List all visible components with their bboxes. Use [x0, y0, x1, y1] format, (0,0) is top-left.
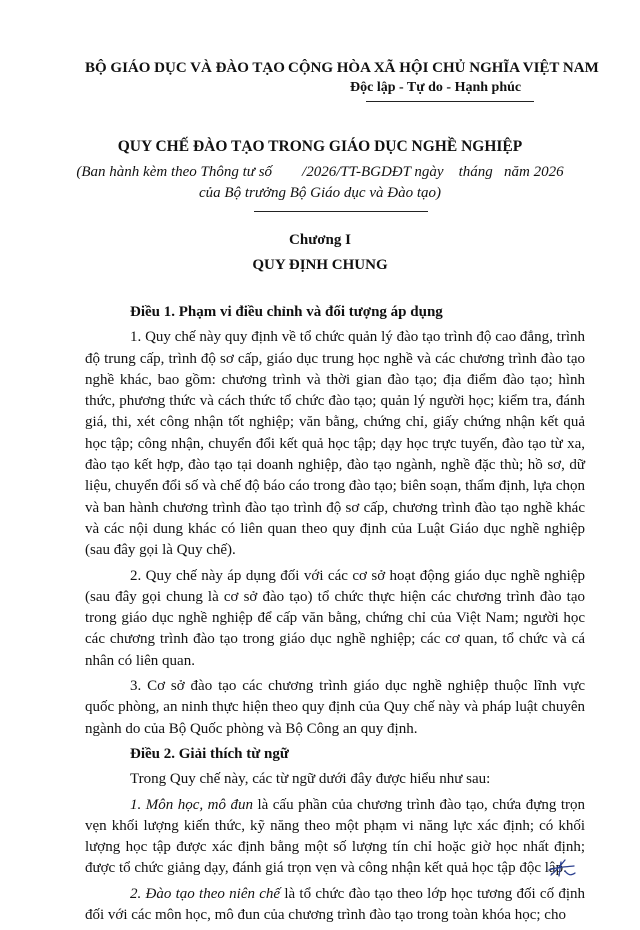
document-body: [85, 300, 585, 930]
national-motto: Độc lập - Tự do - Hạnh phúc: [350, 80, 522, 95]
republic-name: CỘNG HÒA XÃ HỘI CHỦ NGHĨA VIỆT NAM: [288, 60, 599, 76]
handwritten-signature: [548, 858, 576, 880]
article-2-intro: Trong Quy chế này, các từ ngữ dưới đây được hiểu như sau:: [130, 771, 491, 788]
document-subtitle-line2: của Bộ trưởng Bộ Giáo dục và Đào tạo): [199, 185, 441, 201]
motto-underline: [366, 101, 534, 102]
document-title: QUY CHẾ ĐÀO TẠO TRONG GIÁO DỤC NGHỀ NGHIỆP: [117, 138, 523, 155]
article-1-paragraph-1: 1. Quy chế này quy định về tổ chức quản lý đào tạo trình độ cao đẳng, trình độ trung cấp, trình độ sơ cấp, giáo dục trung học nghề và các chương trình đào tạo nghề khác, bao gồm: chương trình và thời gian đào tạo; địa điểm đào tạo; hình thức, phương thức và cách thức tổ chức đào tạo; quản lý người học; kiểm tra, đánh giá, thi, xét công nhận tốt nghiệp; văn bằng, chứng chỉ, giấy chứng nhận kết quả học tập; công nhận, chuyển đổi kết quả học tập; dạy học trực tuyến, đào tạo từ xa, đào tạo kết hợp, đào tạo tại doanh nghiệp, đào tạo ngành, nghề đặc thù; hồ sơ, dữ liệu, chuyển đổi số và chế độ báo cáo trong đào tạo; biên soạn, thẩm định, lựa chọn và ban hành chương trình đào tạo trình độ sơ cấp, chương trình đào tạo nghề khác và các nội dung khác có liên quan theo quy định của Luật Giáo dục nghề nghiệp (sau đây gọi là Quy chế).: [85, 329, 585, 559]
article-1-heading: Điều 1. Phạm vi điều chỉnh và đối tượng áp dụng: [130, 304, 443, 320]
item-2-definition: là tổ chức đào tạo theo lớp học tương đối cố định đối với các môn học, mô đun của chương trình đào tạo trong toàn khóa học; cho: [85, 885, 585, 924]
title-underline: [254, 211, 428, 212]
item-1-term: 1. Môn học, mô đun: [130, 796, 253, 813]
article-1-paragraph-3: 3. Cơ sở đào tạo các chương trình giáo dục nghề nghiệp thuộc lĩnh vực quốc phòng, an ninh thực hiện theo quy định của Quy chế này và pháp luật chuyên ngành do của Bộ Quốc phòng và Bộ Công an quy định.: [85, 678, 585, 737]
article-1-paragraph-2: 2. Quy chế này áp dụng đối với các cơ sở hoạt động giáo dục nghề nghiệp (sau đây gọi chung là cơ sở đào tạo) tổ chức thực hiện các chương trình đào tạo trong giáo dục nghề nghiệp để cấp văn bằng, chứng chỉ của Việt Nam; người học các chương trình đào tạo trong giáo dục nghề nghiệp; các cơ quan, tổ chức và cá nhân có liên quan.: [85, 567, 585, 669]
ministry-name: BỘ GIÁO DỤC VÀ ĐÀO TẠO: [85, 60, 285, 76]
article-2-heading: Điều 2. Giải thích từ ngữ: [130, 745, 289, 762]
chapter-number: Chương I: [289, 232, 351, 248]
chapter-title: QUY ĐỊNH CHUNG: [252, 257, 388, 273]
article-2-item-2: [85, 884, 585, 927]
document-subtitle-line1: (Ban hành kèm theo Thông tư số /2026/TT-BGDĐT ngày tháng năm 2026: [76, 164, 564, 180]
item-2-term: 2. Đào tạo theo niên chế: [130, 885, 281, 902]
item-1-definition: là cấu phần của chương trình đào tạo, chứa đựng trọn vẹn khối lượng kiến thức, kỹ năng theo một phạm vi năng lực xác định; có khối lượng học tập được xác định bằng một số lượng tín chỉ hoặc giờ học nhất định; được tổ chức giảng dạy, đánh giá trọn vẹn và công nhận kết quả học tập độc lập.: [85, 796, 585, 877]
article-2-item-1: [85, 795, 585, 880]
